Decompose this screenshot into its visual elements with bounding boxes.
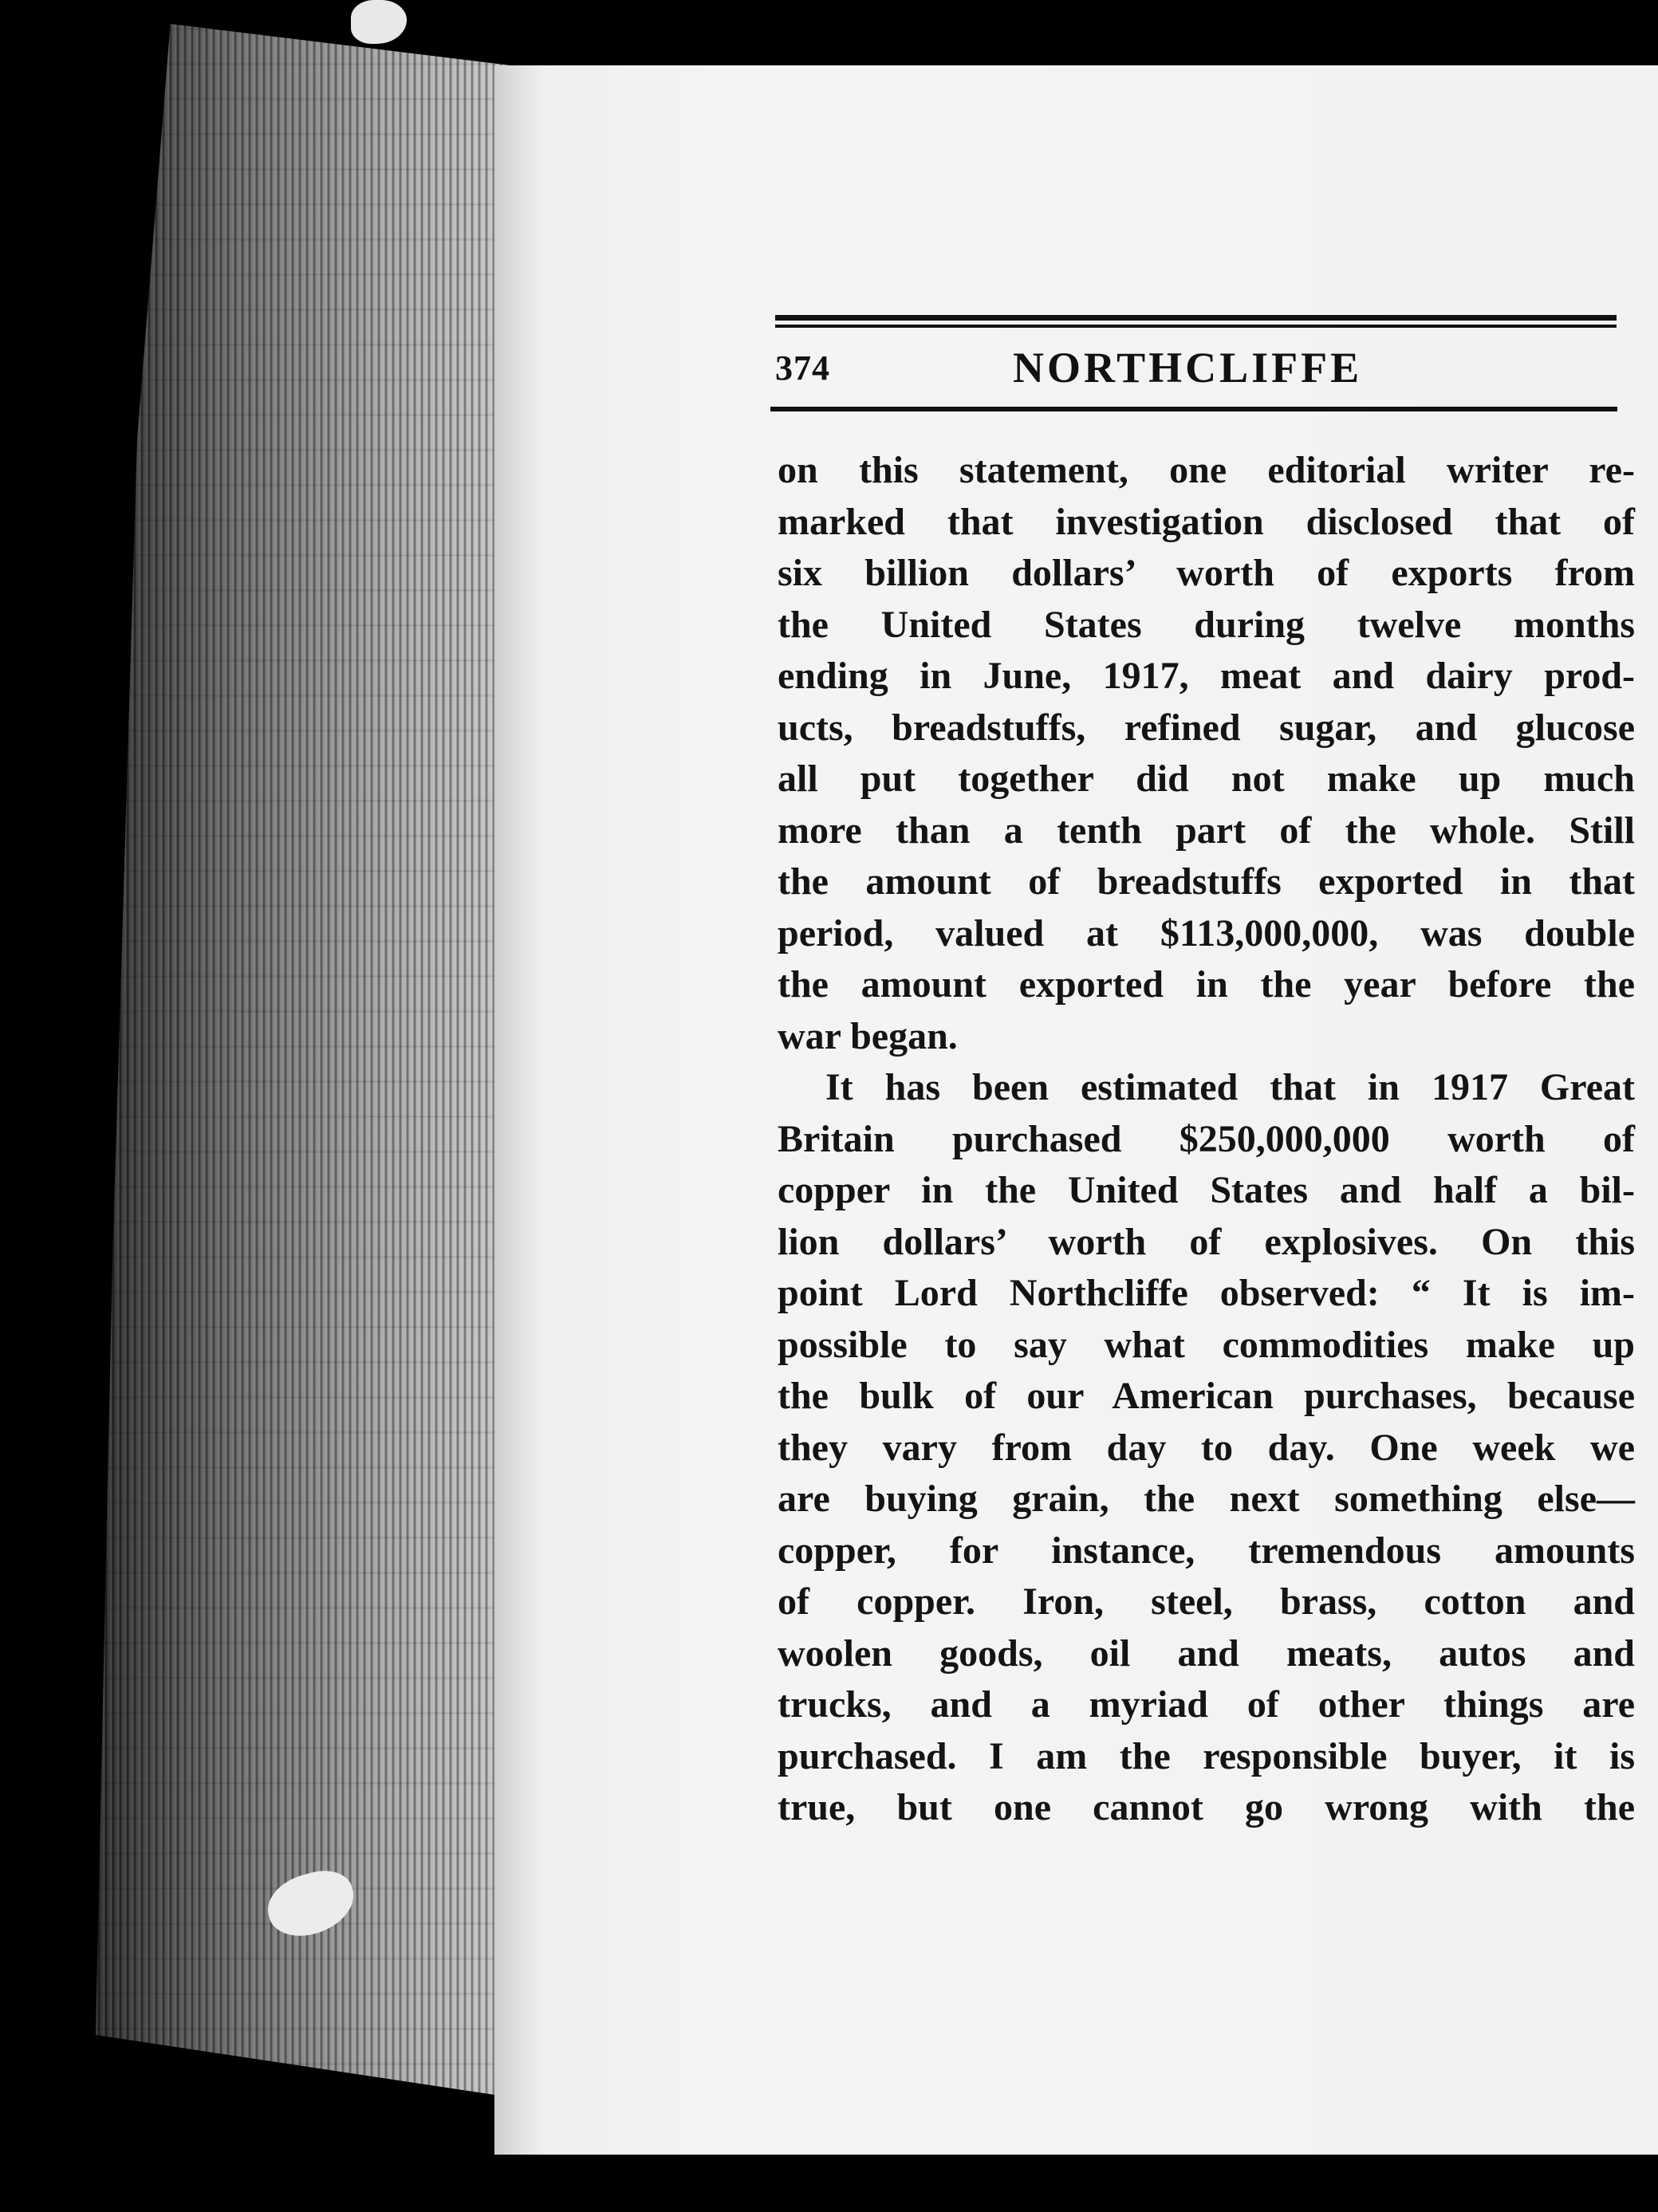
text-line: all put together did not make up much xyxy=(778,758,1635,800)
text-line: they vary from day to day. One week we xyxy=(778,1426,1635,1469)
text-line: period, valued at $113,000,000, was double xyxy=(778,911,1635,954)
page-number: 374 xyxy=(775,348,830,388)
text-line: the amount of breadstuffs exported in that xyxy=(778,860,1635,903)
header-rule-thin xyxy=(775,325,1617,328)
text-line: true, but one cannot go wrong with the xyxy=(778,1786,1635,1828)
text-line: six billion dollars’ worth of exports from xyxy=(778,552,1635,594)
text-line: copper in the United States and half a bil- xyxy=(778,1169,1635,1211)
paragraph-2 xyxy=(778,1062,1635,1834)
text-line: copper, for instance, tremendous amounts xyxy=(778,1529,1635,1572)
text-line: ucts, breadstuffs, refined sugar, and glucose xyxy=(778,706,1635,749)
text-line: Britain purchased $250,000,000 worth of xyxy=(778,1117,1635,1160)
text-line: It has been estimated that in 1917 Great xyxy=(825,1066,1635,1108)
text-line: lion dollars’ worth of explosives. On this xyxy=(778,1220,1635,1263)
text-line: ending in June, 1917, meat and dairy prod- xyxy=(778,655,1635,697)
text-line: trucks, and a myriad of other things are xyxy=(778,1683,1635,1726)
text-line: are buying grain, the next something else— xyxy=(778,1478,1635,1520)
text-line: on this statement, one editorial writer re- xyxy=(778,449,1635,491)
header-double-rule xyxy=(775,315,1617,328)
text-line: the bulk of our American purchases, because xyxy=(778,1375,1635,1417)
text-line: marked that investigation disclosed that of xyxy=(778,500,1635,543)
text-line: woolen goods, oil and meats, autos and xyxy=(778,1631,1635,1675)
running-head xyxy=(775,343,1617,399)
text-line: of copper. Iron, steel, brass, cotton and xyxy=(778,1580,1635,1623)
header-underline-rule xyxy=(770,407,1617,411)
text-line: purchased. I am the responsible buyer, it is xyxy=(778,1734,1635,1777)
text-line: possible to say what commodities make up xyxy=(778,1323,1635,1366)
header-rule-thick xyxy=(775,315,1617,321)
ink-blot-top xyxy=(351,0,407,44)
running-title: NORTHCLIFFE xyxy=(1013,344,1363,392)
text-line: the United States during twelve months xyxy=(778,603,1635,646)
page-edges-shading xyxy=(96,24,510,2097)
text-line: point Lord Northcliffe observed: “ It is im- xyxy=(778,1272,1635,1314)
text-line: war began. xyxy=(778,1014,958,1057)
text-line: more than a tenth part of the whole. Still xyxy=(778,809,1635,852)
text-line: the amount exported in the year before the xyxy=(778,963,1635,1006)
body-text xyxy=(778,445,1635,1834)
paragraph-1 xyxy=(778,445,1635,1062)
